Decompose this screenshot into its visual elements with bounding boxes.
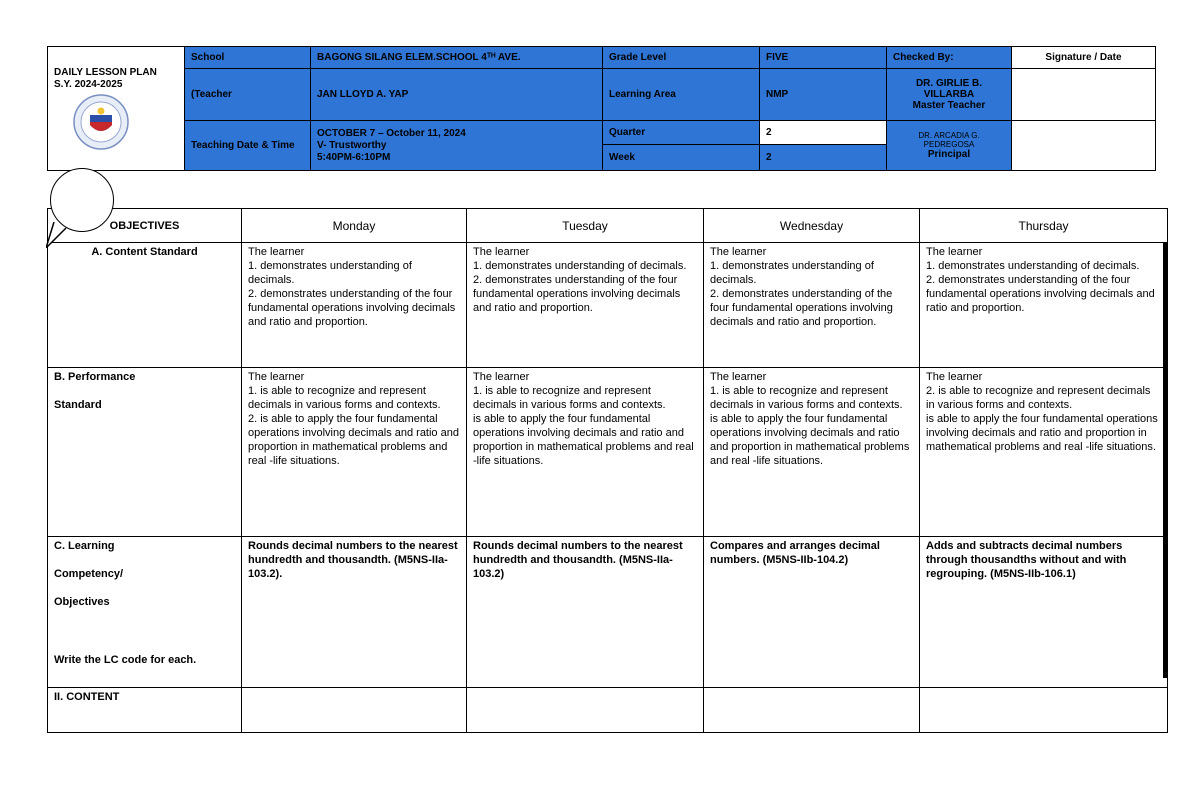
- teacher-value: JAN LLOYD A. YAP: [311, 69, 603, 121]
- competency-label-line3: Objectives: [54, 596, 110, 608]
- dlp-title-cell: [48, 47, 185, 171]
- teacher-label: (Teacher: [185, 69, 311, 121]
- deped-seal-icon: [68, 93, 134, 151]
- date-range: OCTOBER 7 – October 11, 2024: [317, 127, 466, 139]
- school-label: School: [185, 47, 311, 69]
- performance-label-line1: B. Performance: [54, 371, 136, 383]
- day-monday: Monday: [242, 209, 467, 243]
- competency-monday: Rounds decimal numbers to the nearest hundredth and thousandth. (M5NS-IIa-103.2).: [242, 537, 467, 688]
- content-standard-thursday: The learner 1. demonstrates understanding of decimals. 2. demonstrates understanding of the four fundamental operations involving decimals and ratio and proportion.: [920, 243, 1168, 368]
- content-standard-label: A. Content Standard: [48, 243, 242, 368]
- week-value: 2: [760, 145, 887, 171]
- performance-standard-monday: The learner 1. is able to recognize and represent decimals in various forms and contexts. 2. is able to apply the four fundamental operations involving decimals and ratio and proportion in mathematical problems and real -life situations.: [242, 368, 467, 537]
- time-range: 5:40PM-6:10PM: [317, 151, 391, 163]
- week-label: Week: [603, 145, 760, 171]
- objectives-header: OBJECTIVES: [48, 209, 242, 243]
- speech-bubble-tail-icon: [46, 222, 68, 248]
- grade-label: Grade Level: [603, 47, 760, 69]
- performance-standard-thursday: The learner 2. is able to recognize and represent decimals in various forms and contexts. is able to apply the four fundamental operations involving decimals and ratio and proportion in mathematical problems and real -life situations.: [920, 368, 1168, 537]
- quarter-value: 2: [760, 121, 887, 145]
- signature-label: Signature / Date: [1012, 47, 1156, 69]
- content-standard-monday: The learner 1. demonstrates understanding of decimals. 2. demonstrates understanding of the four fundamental operations involving decimals and ratio and proportion.: [242, 243, 467, 368]
- checker1-cell: [887, 69, 1012, 121]
- content-thursday: [920, 688, 1168, 733]
- checker2-surname: PEDREGOSA: [923, 140, 975, 149]
- day-wednesday: Wednesday: [704, 209, 920, 243]
- performance-label-line2: Standard: [54, 399, 102, 411]
- competency-label-line1: C. Learning: [54, 540, 115, 552]
- checker2-cell: [887, 121, 1012, 171]
- right-border-bar: [1163, 242, 1167, 678]
- quarter-label: Quarter: [603, 121, 760, 145]
- content-standard-tuesday: The learner 1. demonstrates understanding of decimals. 2. demonstrates understanding of the four fundamental operations involving decimals and ratio and proportion.: [467, 243, 704, 368]
- performance-standard-wednesday: The learner 1. is able to recognize and represent decimals in various forms and contexts. is able to apply the four fundamental operations involving decimals and ratio and proportion in mathematical problems and real -life situations.: [704, 368, 920, 537]
- school-value: BAGONG SILANG ELEM.SCHOOL 4ᵀᴴ AVE.: [311, 47, 603, 69]
- content-monday: [242, 688, 467, 733]
- grade-value: FIVE: [760, 47, 887, 69]
- checker1-surname: VILLARBA: [923, 89, 975, 100]
- day-thursday: Thursday: [920, 209, 1168, 243]
- date-label: Teaching Date & Time: [185, 121, 311, 171]
- checker2-title: Principal: [927, 149, 971, 160]
- content-tuesday: [467, 688, 704, 733]
- checker2-name: DR. ARCADIA G.: [918, 131, 980, 140]
- header-table: [47, 46, 1156, 171]
- competency-wednesday: Compares and arranges decimal numbers. (M5NS-IIb-104.2): [704, 537, 920, 688]
- competency-label-line2: Competency/: [54, 568, 124, 580]
- competency-label-cell: [48, 537, 242, 688]
- competency-tuesday: Rounds decimal numbers to the nearest hundredth and thousandth. (M5NS-IIa-103.2): [467, 537, 704, 688]
- performance-standard-tuesday: The learner 1. is able to recognize and represent decimals in various forms and contexts. is able to apply the four fundamental operations involving decimals and ratio and proportion in mathematical problems and real -life situations.: [467, 368, 704, 537]
- day-tuesday: Tuesday: [467, 209, 704, 243]
- lesson-table: [47, 208, 1168, 733]
- competency-label-line4: Write the LC code for each.: [54, 654, 197, 666]
- checked-label: Checked By:: [887, 47, 1012, 69]
- section-name: V- Trustworthy: [317, 139, 387, 151]
- content-wednesday: [704, 688, 920, 733]
- checker1-name: DR. GIRLIE B.: [915, 78, 983, 89]
- checker1-title: Master Teacher: [912, 100, 986, 111]
- competency-thursday: Adds and subtracts decimal numbers through thousandths without and with regrouping. (M5NS-IIb-106.1): [920, 537, 1168, 688]
- content-standard-wednesday: The learner 1. demonstrates understanding of decimals. 2. demonstrates understanding of the four fundamental operations involving decimals and ratio and proportion.: [704, 243, 920, 368]
- signature-cell-2: [1012, 121, 1156, 171]
- dlp-title: DAILY LESSON PLAN: [54, 66, 157, 78]
- signature-cell-1: [1012, 69, 1156, 121]
- date-value: [311, 121, 603, 171]
- area-value: NMP: [760, 69, 887, 121]
- school-year: S.Y. 2024-2025: [54, 78, 123, 90]
- area-label: Learning Area: [603, 69, 760, 121]
- content-label: II. CONTENT: [48, 688, 242, 733]
- performance-standard-label-cell: [48, 368, 242, 537]
